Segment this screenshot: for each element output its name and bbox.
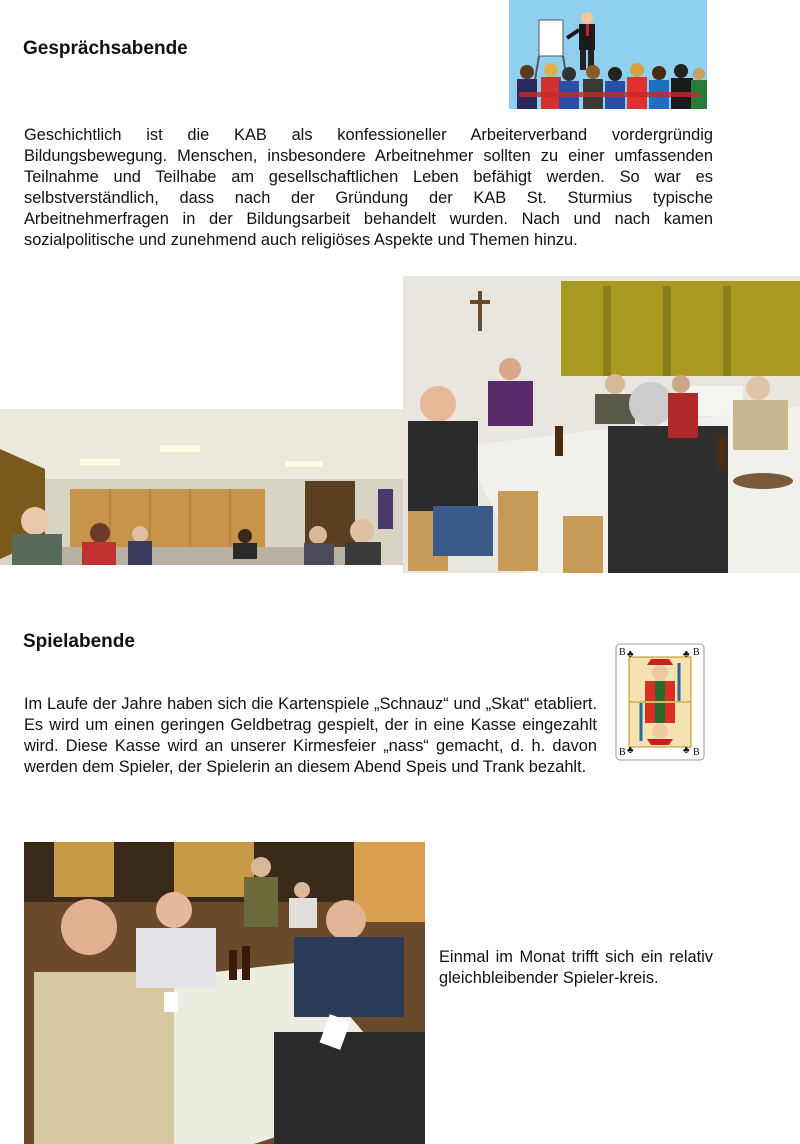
presentation-clipart (509, 0, 707, 109)
card-corner-letter-bottom-left: B (619, 747, 626, 758)
meeting-room-photo-wide (0, 409, 403, 565)
svg-text:♣: ♣ (683, 745, 690, 756)
section-paragraph-games: Im Laufe der Jahre haben sich die Kartenspiele „Schnauz“ und „Skat“ etabliert. Es wird um einen geringen Geldbetrag gespielt, der in eine Kasse eingezahlt wird. Diese Kasse wird an unserer Kirmesfeier „nass“ gemacht, d. h. davon werden dem Spieler, der Spielerin an diesem Abend Speis und Trank bezahlt. (24, 695, 597, 776)
card-players-photo (24, 842, 425, 1144)
games-side-text: Einmal im Monat trifft sich ein relativ gleichbleibender Spieler-kreis. (439, 948, 713, 987)
discussion-round-photo (403, 276, 800, 573)
svg-text:♣: ♣ (683, 649, 690, 660)
section-paragraph-talks: Geschichtlich ist die KAB als konfessioneller Arbeiterverband vordergründig Bildungsbewegung. Menschen, insbesondere Arbeitnehmer sollten zu einer umfassenden Teilnahme und Teilhabe am gesellschaftlichen Leben befähigt werden. So war es selbstverständlich, dass nach der Gründung der KAB St. Sturmius typische Arbeitnehmerfragen in der Bildungsarbeit behandelt wurden. Nach und nach kamen sozialpolitische und zunehmend auch religiöses Aspekte und Themen hinzu. (24, 126, 713, 249)
card-corner-letter-top-left: B (619, 647, 626, 658)
svg-text:♣: ♣ (627, 745, 634, 756)
section-heading-talks: Gesprächsabende (23, 38, 188, 59)
section-heading-games: Spielabende (23, 631, 135, 652)
card-corner-letter-bottom-right: B (693, 747, 700, 758)
playing-card-jack-of-clubs (615, 643, 705, 761)
card-corner-letter-top-right: B (693, 647, 700, 658)
club-suit-icon: ♣ (627, 649, 634, 660)
